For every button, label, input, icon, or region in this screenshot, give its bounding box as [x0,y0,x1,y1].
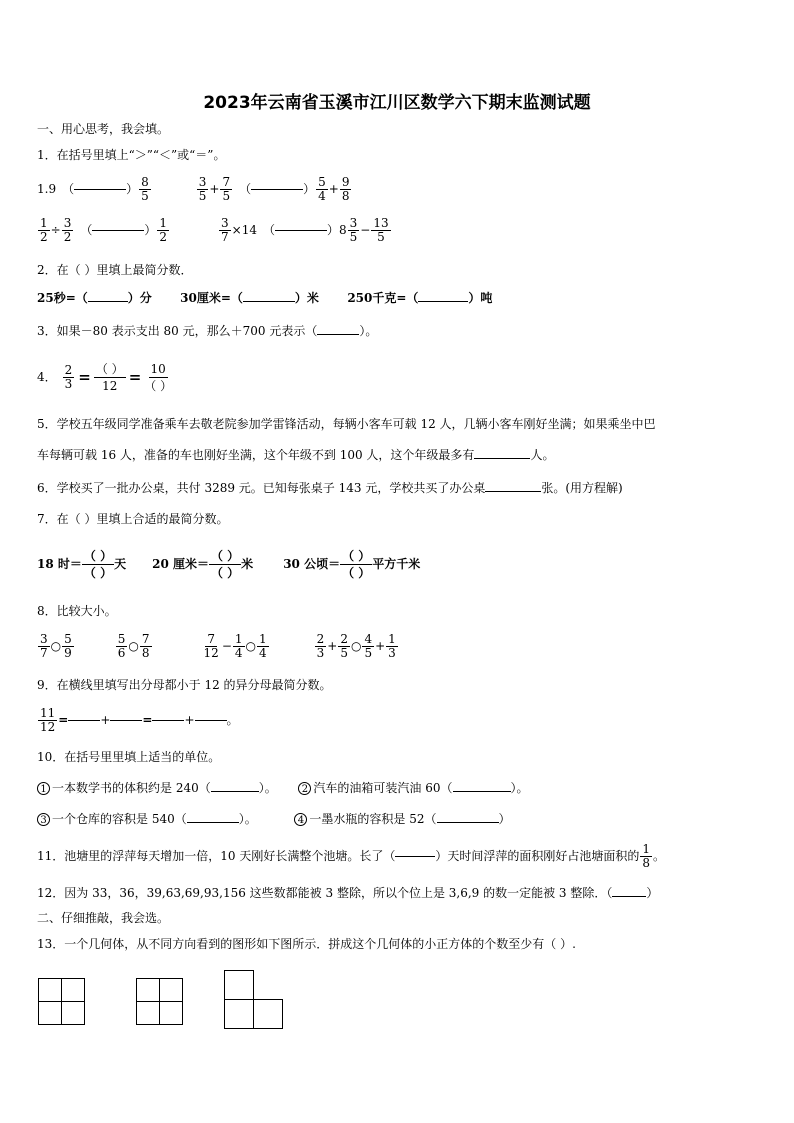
answer-blank[interactable] [68,720,100,721]
fraction: $\frac{4}{5}$ [364,631,373,660]
answer-blank[interactable] [187,822,239,823]
fraction: $\frac{1}{3}$ [388,631,396,660]
question-5-line-2: 车每辆可载 16 人，准备的车也刚好坐满，这个年级不到 100 人，这个年级最多有 人。 [37,448,555,462]
fraction: $\frac{2}{5}$ [340,631,348,660]
question-7-row: 18 时＝ （ ） （ ） 天 20 厘米＝ （ ） （ ） 米 30 公顷＝ （ ） （ ） 平方千米 [37,548,421,580]
question-7-text: 7．在（ ）里填上合适的最简分数。 [37,512,229,526]
question-6-text: 6．学校买了一批办公桌，共付 3289 元。已知每张桌子 143 元，学校共买了办公桌 张。(用方程解) [37,481,623,495]
page-title: 2023年云南省玉溪市江川区数学六下期末监测试题 [203,93,591,113]
compare-circle[interactable]: ○ [50,639,62,653]
fraction: $\frac{8}{5}$ [141,174,149,203]
answer-blank[interactable] [453,791,511,792]
answer-blank[interactable] [612,896,646,897]
answer-blank[interactable] [317,334,359,335]
question-2-row: 25秒=（ ）分 30厘米=（ ）米 250千克=（ ）吨 [37,291,493,305]
answer-blank[interactable] [195,720,227,721]
section-1-heading: 一、用心思考，我会填。 [37,122,170,136]
fraction: $\frac{5}{6}$ [117,631,126,660]
question-1-row-1: 1.9 （ ） $\frac{8}{5}$ $\frac{3}{5}$ + $\frac{7}{5}$ （ ） $\frac{5}{4}$ + $\frac{9}{8}$ [37,174,350,203]
fraction: $\frac{13}{5}$ [373,215,389,244]
question-12-text: 12．因为 33，36，39,63,69,93,156 这些数都能被 3 整除，所以个位上是 3,6,9 的数一定能被 3 整除．（ ） [37,886,659,900]
fraction-blank[interactable]: （ ） （ ） [210,548,240,580]
fraction: $\frac{7}{8}$ [141,631,150,660]
question-9-text: 9．在横线里填写出分母都小于 12 的异分母最简分数。 [37,678,332,692]
fraction: $\frac{1}{2}$ [159,215,168,244]
question-8-row: $\frac{3}{7}$ ○ $\frac{5}{9}$ $\frac{5}{6}$ ○ $\frac{7}{8}$ $\frac{7}{12}$ − $\frac{1}{4}$ ○ $\frac{1}{4}$ $\frac{2}{3}$ + $\frac{2}{5}$ ○ $\frac{4}{5}$ + $\frac{1}{3}$ [40,631,396,660]
question-4: 4． $\frac{2}{3}$ = （ ） 12 = 10 （ ） [37,361,173,393]
answer-blank[interactable] [251,189,303,190]
answer-blank[interactable] [275,230,327,231]
question-13-text: 13．一个几何体，从不同方向看到的图形如下图所示．拼成这个几何体的小正方体的个数至少有（ ）. [37,937,576,951]
fraction: $\frac{1}{4}$ [234,631,243,660]
answer-blank[interactable] [474,458,530,459]
fraction: $\frac{3}{5}$ [198,174,207,203]
question-5-line-1: 5．学校五年级同学准备乘车去敬老院参加学雷锋活动，每辆小客车可载 12 人，几辆小客车刚好坐满；如果乘坐中巴 [37,417,656,431]
question-1-row-2: $\frac{1}{2}$ ÷ $\frac{3}{2}$ （ ） $\frac{1}{2}$ $\frac{3}{7}$ ×14 （ ） 8 $\frac{3}{5}$ − $\frac{13}{5}$ [40,215,389,244]
fraction-blank[interactable]: （ ） （ ） [83,548,113,580]
fraction: $\frac{7}{5}$ [222,174,231,203]
answer-blank[interactable] [437,822,499,823]
fraction: $\frac{1}{2}$ [40,215,48,244]
fraction: $\frac{5}{9}$ [64,631,72,660]
fraction: $\frac{3}{7}$ [40,631,48,660]
answer-blank[interactable] [418,301,468,302]
question-2-text: 2．在（ ）里填上最简分数． [37,263,193,277]
compare-circle[interactable]: ○ [245,639,256,653]
question-10-row-1: 1 一本数学书的体积约是 240（ ）。 2 汽车的油箱可装汽油 60（ ）。 [37,780,529,796]
fraction: $\frac{3}{7}$ [221,215,229,244]
fraction: $\frac{1}{4}$ [259,631,267,660]
answer-blank[interactable] [88,301,128,302]
fraction: $\frac{3}{5}$ [349,215,358,244]
section-2-heading: 二、仔细推敲，我会选。 [37,911,170,925]
answer-blank[interactable] [211,791,259,792]
answer-blank[interactable] [110,720,142,721]
fraction: $\frac{3}{2}$ [63,215,72,244]
fraction: $\frac{2}{3}$ [64,362,73,391]
fraction: $\frac{5}{4}$ [318,174,326,203]
fraction-blank[interactable]: 10 （ ） [144,361,173,393]
answer-blank[interactable] [395,856,435,857]
compare-circle[interactable]: ○ [128,639,139,653]
answer-blank[interactable] [152,720,184,721]
question-10-row-2: 3 一个仓库的容积是 540（ ）。 4 一墨水瓶的容积是 52（ ） [37,811,511,827]
answer-blank[interactable] [243,301,295,302]
question-11-text: 11．池塘里的浮萍每天增加一倍，10 天刚好长满整个池塘。长了（ ）天时间浮萍的面积刚好占池塘面积的 $\frac{1}{8}$ 。 [37,841,666,870]
question-8-text: 8．比较大小。 [37,604,117,618]
answer-blank[interactable] [92,230,144,231]
question-1-text: 1．在括号里填上“＞”“＜”或“＝”。 [37,148,226,162]
fraction-blank[interactable]: （ ） 12 [95,361,124,393]
question-10-text: 10．在括号里里填上适当的单位。 [37,750,221,764]
q1-value: 1.9 [37,182,57,196]
answer-blank[interactable] [74,189,126,190]
question-9-row: $\frac{11}{12}$ = + = + 。 [40,705,239,734]
fraction: $\frac{9}{8}$ [341,174,350,203]
question-3-text: 3．如果－80 表示支出 80 元，那么＋700 元表示（ ）。 [37,324,378,338]
fraction: $\frac{2}{3}$ [316,631,325,660]
fraction: $\frac{11}{12}$ [40,705,56,734]
compare-circle[interactable]: ○ [350,639,362,653]
fraction-blank[interactable]: （ ） （ ） [342,548,371,580]
fraction: $\frac{1}{8}$ [642,841,651,870]
answer-blank[interactable] [485,491,541,492]
fraction: $\frac{7}{12}$ [203,631,219,660]
